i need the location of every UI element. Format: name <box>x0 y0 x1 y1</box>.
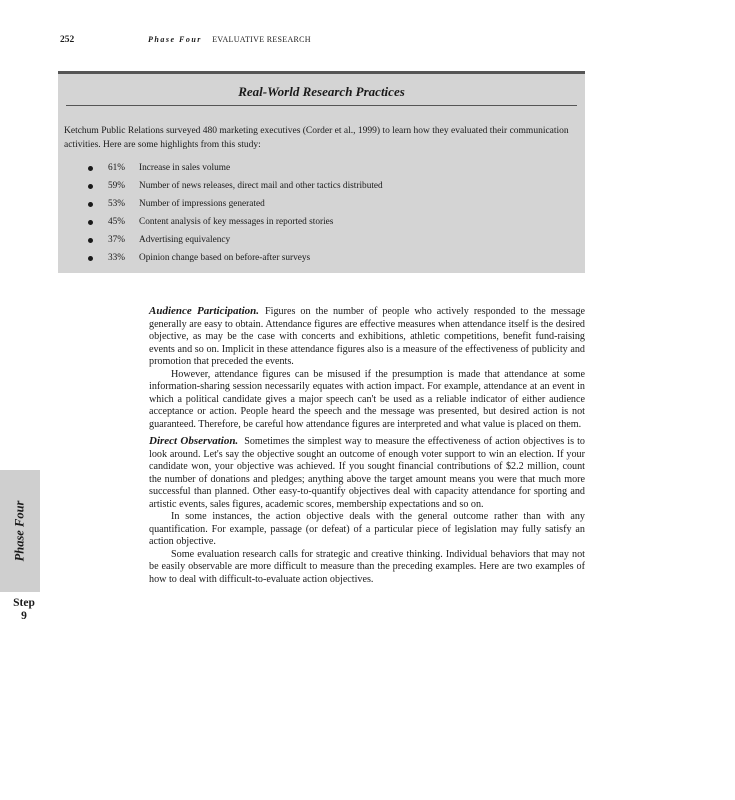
bullet-text: Content analysis of key messages in reported stories <box>139 217 334 227</box>
running-head <box>148 35 311 44</box>
bullet-percent: 61% <box>108 163 126 173</box>
sidebox-bullet-item <box>58 159 383 177</box>
bullet-percent: 59% <box>108 181 126 191</box>
bullet-text: Number of impressions generated <box>139 199 265 209</box>
bullet-percent: 45% <box>108 217 126 227</box>
phase-tab-label: Phase Four <box>12 500 27 562</box>
bullet-text: Increase in sales volume <box>139 163 231 173</box>
sidebox-intro: Ketchum Public Relations surveyed 480 marketing executives (Corder et al., 1999) to learn how they evaluated their communication activities. Here are some highlights from this study: <box>64 126 569 150</box>
body-text <box>149 305 585 586</box>
direct-observation-paragraph-2: In some instances, the action objective deals with the general outcome rather than with any quantification. For example, passage (or defeat) of a particular piece of legislation may fully satisfy an action objective. <box>149 511 585 547</box>
page-number: 252 <box>60 35 75 45</box>
sidebox-title: Real-World Research Practices <box>238 84 405 99</box>
running-head-phase: Phase Four <box>148 35 202 44</box>
step-label: Step <box>13 597 35 609</box>
running-head-section: EVALUATIVE RESEARCH <box>212 35 311 44</box>
bullet-icon <box>88 238 93 243</box>
bullet-icon <box>88 220 93 225</box>
bullet-percent: 37% <box>108 235 126 245</box>
audience-participation-text: Figures on the number of people who actively responded to the message generally are easy to obtain. Attendance figures are effective measures when attendance itself is the desired objective, as may be the case with concerts and exhibitions, athletic competitions, benefit fund-raising events and so on. Implicit in these attendance figures also is a measure of the effectiveness of publicity and promotion that preceded the events. <box>149 306 585 367</box>
phase-tab <box>0 470 40 592</box>
bullet-percent: 33% <box>108 253 126 263</box>
sidebox-bullet-item <box>58 195 383 213</box>
bullet-icon <box>88 184 93 189</box>
audience-participation-paragraph <box>149 305 585 369</box>
bullet-icon <box>88 256 93 261</box>
sidebox <box>58 71 585 273</box>
bullet-text: Advertising equivalency <box>139 235 231 245</box>
bullet-text: Opinion change based on before-after surveys <box>139 253 311 263</box>
bullet-icon <box>88 166 93 171</box>
step-number: 9 <box>21 610 27 622</box>
direct-observation-heading: Direct Observation. <box>149 435 239 447</box>
direct-observation-paragraph-3: Some evaluation research calls for strategic and creative thinking. Individual behaviors that may not be easily observable are more difficult to measure than the preceding examples. Here are two examples of how to deal with difficult-to-evaluate action objectives. <box>149 548 585 585</box>
sidebox-bullet-item <box>58 213 383 231</box>
audience-participation-heading: Audience Participation. <box>149 305 260 317</box>
bullet-percent: 53% <box>108 199 126 209</box>
sidebox-bullet-list <box>58 159 383 267</box>
bullet-text: Number of news releases, direct mail and other tactics distributed <box>139 181 383 191</box>
bullet-icon <box>88 202 93 207</box>
audience-participation-paragraph-2: However, attendance figures can be misused if the presumption is made that attendance at some information-sharing session necessarily equates with action impact. For example, attendance at an event in which a political candidate gives a major speech can't be used as a reliable indicator of either audience acceptance or action. People heard the speech and the message was presented, but desired action is not guaranteed. Therefore, be careful how attendance figures are interpreted and what value is placed on them. <box>149 368 585 430</box>
sidebox-rule <box>66 105 577 106</box>
sidebox-bullet-item <box>58 231 383 249</box>
sidebox-bullet-item <box>58 249 383 267</box>
direct-observation-paragraph <box>149 435 585 511</box>
direct-observation-text: Sometimes the simplest way to measure the effectiveness of action objectives is to look around. Let's say the objective sought an outcome of enough voter support to win an election. If your candidate won, your objective was achieved. If you sought financial contributions of $2.2 million, count the number of donations and pledges; anything above the target amount means you were that much more successful than planned. Other easy-to-quantify objectives deal with capacity attendance for sporting and artistic events, sales figures, academic scores, membership expectations and so on. <box>149 436 585 510</box>
sidebox-bullet-item <box>58 177 383 195</box>
